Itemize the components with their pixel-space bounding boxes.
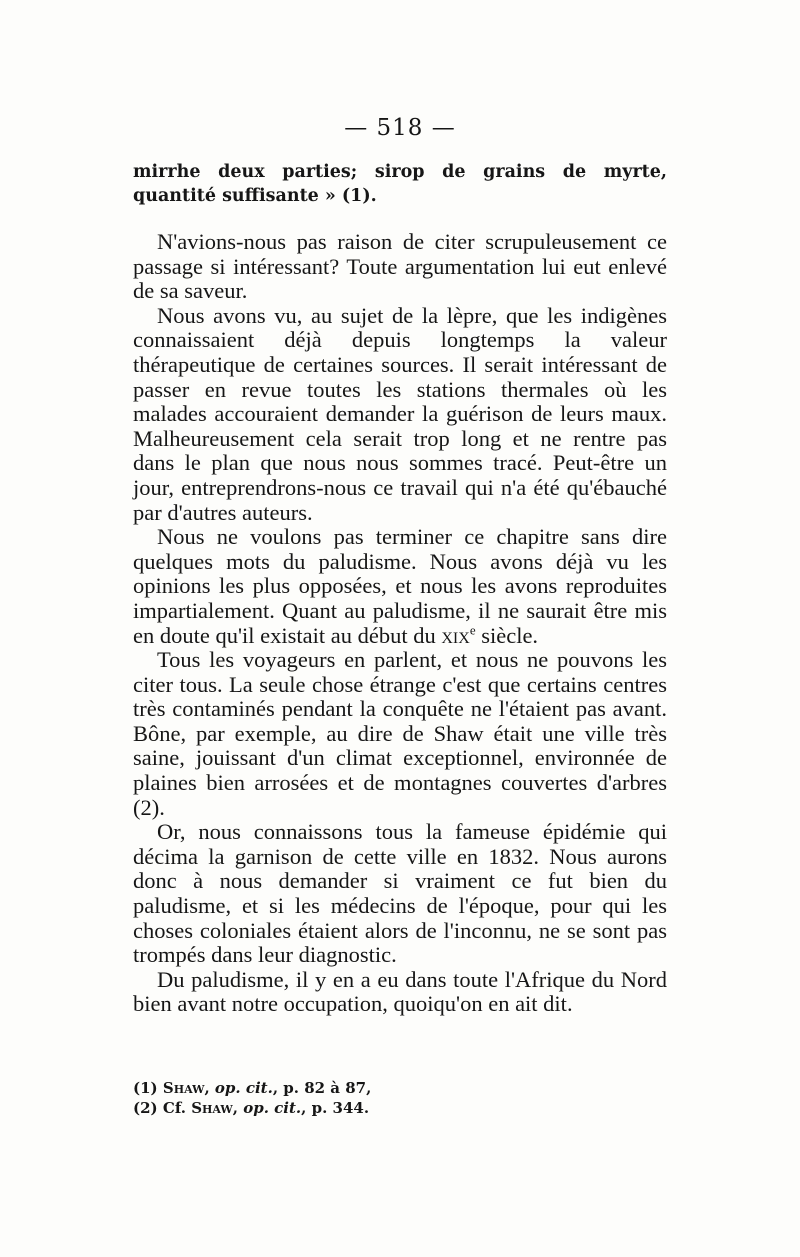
footnote-ref: op. cit. — [243, 1099, 302, 1117]
body-text — [133, 160, 667, 1017]
paragraph-text: Nous ne voulons pas terminer ce chapitre sans dire quelques mots du paludisme. Nous avons déjà vu les opinions les plus opposées, et nous les avons reproduites impartialement. Quant au paludisme, il ne saurait être mis en doute qu'il existait au début du — [133, 524, 667, 648]
footnote: (2) Cf. Shaw, op. cit., p. 344. — [133, 1099, 370, 1117]
century-numeral: xix — [441, 622, 470, 648]
paragraph: Du paludisme, il y en a eu dans toute l'Afrique du Nord bien avant notre occupation, quoiqu'on en ait dit. — [133, 966, 667, 1017]
footnotes — [133, 1078, 667, 1118]
paragraph-text: siècle. — [475, 622, 539, 648]
footnote-page: , p. 344. — [301, 1099, 370, 1117]
footnote-ref: op. cit. — [214, 1079, 273, 1097]
paragraph — [133, 525, 667, 648]
paragraph-continuation: mirrhe deux parties; sirop de grains de myrte, quantité suffisante » (1). — [133, 162, 667, 206]
footnote-author: Shaw — [162, 1079, 205, 1097]
page-number: — 518 — — [344, 115, 456, 141]
footnote-author: Shaw — [191, 1099, 233, 1117]
paragraph: N'avions-nous pas raison de citer scrupuleusement ce passage si intéressant? Toute argumentation lui eut enlevé de sa saveur. — [133, 229, 667, 304]
footnote-marker: (1) — [133, 1079, 158, 1097]
footnote-prefix: Cf. — [162, 1099, 192, 1117]
paragraph: Nous avons vu, au sujet de la lèpre, que les indigènes connaissaient déjà depuis longtemps la valeur thérapeutique de certaines sources. Il serait intéressant de passer en revue toutes les stations thermales où les malades accouraient demander la guérison de leurs maux. Malheureusement cela serait trop long et ne rentre pas dans le plan que nous nous sommes tracé. Peut-être un jour, entreprendrons-nous ce travail qui n'a été qu'ébauché par d'autres auteurs. — [133, 302, 667, 525]
footnote-page: , p. 82 à 87, — [272, 1079, 372, 1097]
paragraph: Tous les voyageurs en parlent, et nous ne pouvons les citer tous. La seule chose étrange c'est que certains centres très contaminés pendant la conquête ne l'étaient pas avant. Bône, par exemple, au dire de Shaw était une ville très saine, jouissant d'un climat exceptionnel, environnée de plaines bien arrosées et de montagnes couvertes d'arbres (2). — [133, 647, 667, 820]
footnote: (1) Shaw, op. cit., p. 82 à 87, — [133, 1079, 372, 1097]
footnote-marker: (2) — [133, 1099, 158, 1117]
superscript: e — [469, 622, 476, 637]
paragraph: Or, nous connaissons tous la fameuse épidémie qui décima la garnison de cette ville en 1832. Nous aurons donc à nous demander si vraiment ce fut bien du paludisme, et si les médecins de l'époque, pour qui les choses coloniales étaient alors de l'inconnu, ne se sont pas trompés dans leur diagnostic. — [133, 819, 667, 968]
